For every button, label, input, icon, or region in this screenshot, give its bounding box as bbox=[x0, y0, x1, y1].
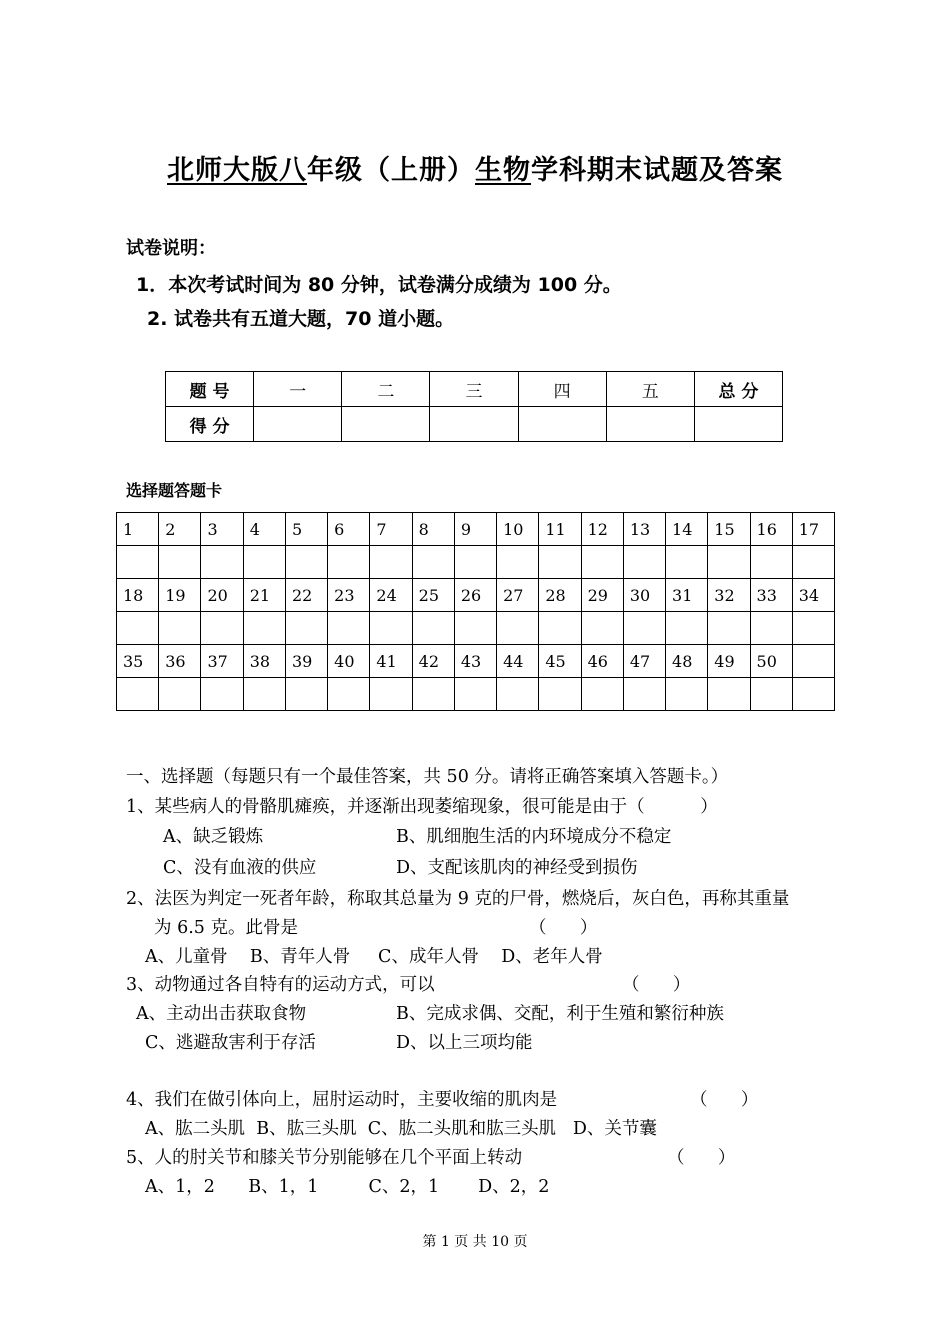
answer-card-answer-cell[interactable] bbox=[117, 678, 159, 711]
instruction-item-2: 2. 试卷共有五道大题，70 道小题。 bbox=[147, 308, 455, 330]
score-header-cell: 三 bbox=[430, 372, 518, 407]
answer-card-number-cell: 3 bbox=[201, 513, 243, 546]
answer-card-answer-cell[interactable] bbox=[328, 546, 370, 579]
score-header-cell: 二 bbox=[342, 372, 430, 407]
title-part-1: 北师大版八 bbox=[167, 155, 307, 186]
answer-card-number-cell: 18 bbox=[117, 579, 159, 612]
question-3-answer-paren: （ ） bbox=[622, 975, 691, 995]
score-header-cell: 五 bbox=[606, 372, 694, 407]
page-title bbox=[0, 148, 950, 187]
question-5-answer-paren: （ ） bbox=[667, 1148, 736, 1168]
answer-card-number-cell: 32 bbox=[708, 579, 750, 612]
score-header-cell: 总 分 bbox=[694, 372, 782, 407]
score-cell[interactable] bbox=[694, 407, 782, 442]
question-1-option-c: C、没有血液的供应 bbox=[163, 858, 317, 878]
answer-card-number-row bbox=[117, 513, 835, 546]
answer-card-answer-cell[interactable] bbox=[159, 612, 201, 645]
answer-card-number-cell: 49 bbox=[708, 645, 750, 678]
answer-card-number-cell: 39 bbox=[285, 645, 327, 678]
answer-card-number-cell: 6 bbox=[328, 513, 370, 546]
answer-card-number-cell: 43 bbox=[454, 645, 496, 678]
answer-card-number-cell: 7 bbox=[370, 513, 412, 546]
answer-card-answer-cell[interactable] bbox=[581, 612, 623, 645]
answer-card-number-cell: 5 bbox=[285, 513, 327, 546]
answer-card-number-cell: 28 bbox=[539, 579, 581, 612]
score-cell[interactable] bbox=[254, 407, 342, 442]
answer-card-answer-cell[interactable] bbox=[623, 612, 665, 645]
question-4-options: A、肱二头肌 B、肱三头肌 C、肱二头肌和肱三头肌 D、关节囊 bbox=[145, 1119, 657, 1139]
answer-card-number-cell: 11 bbox=[539, 513, 581, 546]
answer-card-number-cell: 47 bbox=[623, 645, 665, 678]
answer-card-number-cell: 2 bbox=[159, 513, 201, 546]
answer-card-answer-cell[interactable] bbox=[666, 678, 708, 711]
answer-card-number-cell: 4 bbox=[243, 513, 285, 546]
answer-card-number-cell: 13 bbox=[623, 513, 665, 546]
instructions-heading: 试卷说明： bbox=[126, 238, 216, 259]
answer-card-answer-cell[interactable] bbox=[243, 678, 285, 711]
answer-card-answer-cell[interactable] bbox=[285, 612, 327, 645]
answer-card-answer-cell[interactable] bbox=[454, 546, 496, 579]
question-1: 1、某些病人的骨骼肌瘫痪，并逐渐出现萎缩现象，很可能是由于（ ） bbox=[126, 797, 718, 817]
answer-card-number-cell bbox=[792, 645, 834, 678]
answer-card-number-cell: 22 bbox=[285, 579, 327, 612]
answer-card-answer-cell[interactable] bbox=[328, 612, 370, 645]
answer-card-answer-cell[interactable] bbox=[497, 546, 539, 579]
answer-card-answer-cell[interactable] bbox=[412, 612, 454, 645]
answer-card-number-cell: 48 bbox=[666, 645, 708, 678]
answer-card-number-cell: 12 bbox=[581, 513, 623, 546]
answer-card-number-cell: 19 bbox=[159, 579, 201, 612]
answer-card-number-cell: 37 bbox=[201, 645, 243, 678]
answer-card-number-cell: 30 bbox=[623, 579, 665, 612]
answer-card-answer-cell[interactable] bbox=[201, 546, 243, 579]
answer-card-number-cell: 44 bbox=[497, 645, 539, 678]
answer-card-answer-cell[interactable] bbox=[370, 612, 412, 645]
score-row-label: 得 分 bbox=[166, 407, 254, 442]
answer-card-answer-cell[interactable] bbox=[285, 678, 327, 711]
score-header-cell: 四 bbox=[518, 372, 606, 407]
answer-card-number-cell: 26 bbox=[454, 579, 496, 612]
question-2-options: A、儿童骨 B、青年人骨 C、成年人骨 D、老年人骨 bbox=[145, 947, 603, 967]
answer-card-answer-cell[interactable] bbox=[117, 612, 159, 645]
score-header-cell: 一 bbox=[254, 372, 342, 407]
answer-card-answer-cell[interactable] bbox=[539, 678, 581, 711]
answer-card-answer-cell[interactable] bbox=[581, 546, 623, 579]
question-1-option-d: D、支配该肌肉的神经受到损伤 bbox=[396, 858, 638, 878]
answer-card-answer-cell[interactable] bbox=[328, 678, 370, 711]
answer-card-answer-cell[interactable] bbox=[792, 546, 834, 579]
answer-card-answer-cell[interactable] bbox=[581, 678, 623, 711]
answer-card-answer-cell[interactable] bbox=[412, 546, 454, 579]
question-1-option-b: B、肌细胞生活的内环境成分不稳定 bbox=[396, 827, 672, 847]
answer-card-number-cell: 40 bbox=[328, 645, 370, 678]
answer-card-answer-cell[interactable] bbox=[708, 678, 750, 711]
answer-card-answer-row bbox=[117, 546, 835, 579]
question-4-answer-paren: （ ） bbox=[690, 1090, 759, 1110]
answer-card-answer-cell[interactable] bbox=[708, 546, 750, 579]
answer-card-answer-cell[interactable] bbox=[201, 678, 243, 711]
question-5: 5、人的肘关节和膝关节分别能够在几个平面上转动 bbox=[126, 1148, 523, 1168]
answer-card-table bbox=[116, 512, 835, 711]
instruction-item-1: 1．本次考试时间为 80 分钟，试卷满分成绩为 100 分。 bbox=[136, 274, 622, 296]
answer-card-answer-cell[interactable] bbox=[201, 612, 243, 645]
answer-card-number-cell: 31 bbox=[666, 579, 708, 612]
answer-card-title: 选择题答题卡 bbox=[126, 481, 223, 500]
answer-card-answer-cell[interactable] bbox=[497, 678, 539, 711]
answer-card-answer-cell[interactable] bbox=[412, 678, 454, 711]
answer-card-answer-row bbox=[117, 678, 835, 711]
answer-card-number-cell: 29 bbox=[581, 579, 623, 612]
score-table bbox=[165, 371, 783, 442]
question-2-line-1: 2、法医为判定一死者年龄，称取其总量为 9 克的尸骨，燃烧后，灰白色，再称其重量 bbox=[126, 889, 790, 909]
answer-card-number-cell: 15 bbox=[708, 513, 750, 546]
question-5-options: A、1，2 B、1，1 C、2，1 D、2，2 bbox=[145, 1177, 550, 1197]
answer-card-answer-row bbox=[117, 612, 835, 645]
answer-card-answer-cell[interactable] bbox=[792, 678, 834, 711]
answer-card-number-cell: 25 bbox=[412, 579, 454, 612]
answer-card-number-cell: 17 bbox=[792, 513, 834, 546]
answer-card-number-row bbox=[117, 645, 835, 678]
answer-card-answer-cell[interactable] bbox=[159, 546, 201, 579]
answer-card-answer-cell[interactable] bbox=[243, 612, 285, 645]
answer-card-number-cell: 24 bbox=[370, 579, 412, 612]
answer-card-number-cell: 46 bbox=[581, 645, 623, 678]
answer-card-number-cell: 50 bbox=[750, 645, 792, 678]
answer-card-answer-cell[interactable] bbox=[750, 612, 792, 645]
answer-card-number-cell: 21 bbox=[243, 579, 285, 612]
score-header-row bbox=[166, 372, 783, 407]
answer-card-number-cell: 33 bbox=[750, 579, 792, 612]
answer-card-answer-cell[interactable] bbox=[750, 678, 792, 711]
answer-card-number-cell: 38 bbox=[243, 645, 285, 678]
answer-card-number-cell: 14 bbox=[666, 513, 708, 546]
answer-card-answer-cell[interactable] bbox=[370, 678, 412, 711]
answer-card-answer-cell[interactable] bbox=[708, 612, 750, 645]
answer-card-number-cell: 42 bbox=[412, 645, 454, 678]
score-cell[interactable] bbox=[606, 407, 694, 442]
answer-card-number-cell: 10 bbox=[497, 513, 539, 546]
answer-card-answer-cell[interactable] bbox=[539, 546, 581, 579]
answer-card-number-cell: 1 bbox=[117, 513, 159, 546]
question-1-option-a: A、缺乏锻炼 bbox=[163, 827, 264, 847]
answer-card-answer-cell[interactable] bbox=[666, 612, 708, 645]
answer-card-answer-cell[interactable] bbox=[750, 546, 792, 579]
answer-card-answer-cell[interactable] bbox=[243, 546, 285, 579]
section-heading: 一、选择题（每题只有一个最佳答案，共 50 分。请将正确答案填入答题卡。） bbox=[126, 767, 729, 787]
answer-card-answer-cell[interactable] bbox=[454, 678, 496, 711]
title-part-3: 生物 bbox=[475, 155, 531, 186]
score-cell[interactable] bbox=[518, 407, 606, 442]
question-3-option-c: C、逃避敌害利于存活 bbox=[145, 1033, 316, 1053]
answer-card-number-cell: 23 bbox=[328, 579, 370, 612]
question-4: 4、我们在做引体向上，屈肘运动时，主要收缩的肌肉是 bbox=[126, 1090, 558, 1110]
title-part-2: 年级（上册） bbox=[307, 155, 475, 186]
answer-card-answer-cell[interactable] bbox=[370, 546, 412, 579]
question-2-answer-paren: （ ） bbox=[529, 918, 598, 938]
answer-card-number-row bbox=[117, 579, 835, 612]
answer-card-number-cell: 36 bbox=[159, 645, 201, 678]
answer-card-answer-cell[interactable] bbox=[454, 612, 496, 645]
title-part-4: 学科期末试题及答案 bbox=[531, 155, 783, 186]
question-3-option-a: A、主动出击获取食物 bbox=[136, 1004, 307, 1024]
score-cell[interactable] bbox=[430, 407, 518, 442]
answer-card-answer-cell[interactable] bbox=[666, 546, 708, 579]
answer-card-number-cell: 41 bbox=[370, 645, 412, 678]
answer-card-answer-cell[interactable] bbox=[117, 546, 159, 579]
answer-card-number-cell: 8 bbox=[412, 513, 454, 546]
answer-card-answer-cell[interactable] bbox=[623, 678, 665, 711]
answer-card-answer-cell[interactable] bbox=[285, 546, 327, 579]
answer-card-answer-cell[interactable] bbox=[792, 612, 834, 645]
score-header-cell: 题 号 bbox=[166, 372, 254, 407]
page-footer: 第 1 页 共 10 页 bbox=[422, 1234, 528, 1250]
answer-card-number-cell: 16 bbox=[750, 513, 792, 546]
question-3: 3、动物通过各自特有的运动方式，可以 bbox=[126, 975, 435, 995]
answer-card-number-cell: 45 bbox=[539, 645, 581, 678]
answer-card-number-cell: 34 bbox=[792, 579, 834, 612]
answer-card-answer-cell[interactable] bbox=[539, 612, 581, 645]
answer-card-number-cell: 9 bbox=[454, 513, 496, 546]
question-2-line-2: 为 6.5 克。此骨是 bbox=[154, 918, 298, 938]
answer-card-answer-cell[interactable] bbox=[623, 546, 665, 579]
question-3-option-b: B、完成求偶、交配，利于生殖和繁衍种族 bbox=[396, 1004, 724, 1024]
answer-card-answer-cell[interactable] bbox=[159, 678, 201, 711]
answer-card-number-cell: 20 bbox=[201, 579, 243, 612]
question-3-option-d: D、以上三项均能 bbox=[396, 1033, 533, 1053]
answer-card-answer-cell[interactable] bbox=[497, 612, 539, 645]
score-cell[interactable] bbox=[342, 407, 430, 442]
score-value-row bbox=[166, 407, 783, 442]
answer-card-number-cell: 27 bbox=[497, 579, 539, 612]
answer-card-number-cell: 35 bbox=[117, 645, 159, 678]
